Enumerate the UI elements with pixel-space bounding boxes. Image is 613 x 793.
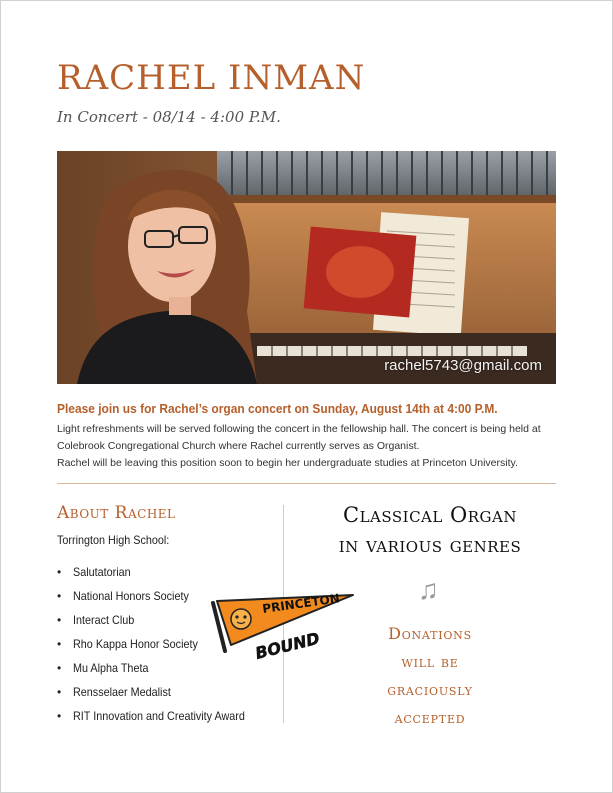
donations-line-1: Donations xyxy=(388,624,472,643)
list-item: • Rho Kappa Honor Society xyxy=(57,634,264,658)
classical-organ-heading xyxy=(300,500,560,560)
pennant-top-text: PRINCETON xyxy=(261,591,341,616)
music-note-icon: ♫ xyxy=(418,574,439,605)
classical-line-2: in various genres xyxy=(338,533,522,557)
invitation-body xyxy=(57,421,557,472)
organist-photo-illustration xyxy=(57,151,556,384)
invitation-paragraph-1: Light refreshments will be served following the concert in the fellowship hall. The concert is being held at Colebrook Congregational Church where Rachel currently serves as Organist. xyxy=(57,423,541,452)
list-item: • Mu Alpha Theta xyxy=(57,658,264,682)
school-name: Torrington High School: xyxy=(57,533,170,547)
contact-email: rachel5743@gmail.com xyxy=(384,357,542,374)
list-item: • National Honors Society xyxy=(57,586,264,610)
donations-line-2: will be xyxy=(401,652,459,671)
list-item: • Rensselaer Medalist xyxy=(57,682,264,706)
about-heading: About Rachel xyxy=(57,503,176,523)
donations-line-3: graciously xyxy=(387,680,473,699)
donations-text xyxy=(330,620,530,732)
page-title: RACHEL INMAN xyxy=(57,58,366,98)
invitation-paragraph-2: Rachel will be leaving this position soon to begin her undergraduate studies at Princeton University. xyxy=(57,457,518,469)
list-item: • Interact Club xyxy=(57,610,264,634)
horizontal-divider xyxy=(57,483,556,484)
concert-subtitle: In Concert - 08/14 - 4:00 P.M. xyxy=(57,108,281,126)
donations-line-4: accepted xyxy=(394,708,466,727)
classical-line-1: Classical Organ xyxy=(343,503,517,527)
list-item: • RIT Innovation and Creativity Award xyxy=(57,706,264,730)
pennant-bottom-text: BOUND xyxy=(253,628,322,663)
invitation-headline: Please join us for Rachel’s organ concert on Sunday, August 14th at 4:00 P.M. xyxy=(57,401,498,416)
concert-photo xyxy=(57,151,556,384)
list-item: • Salutatorian xyxy=(57,562,264,586)
